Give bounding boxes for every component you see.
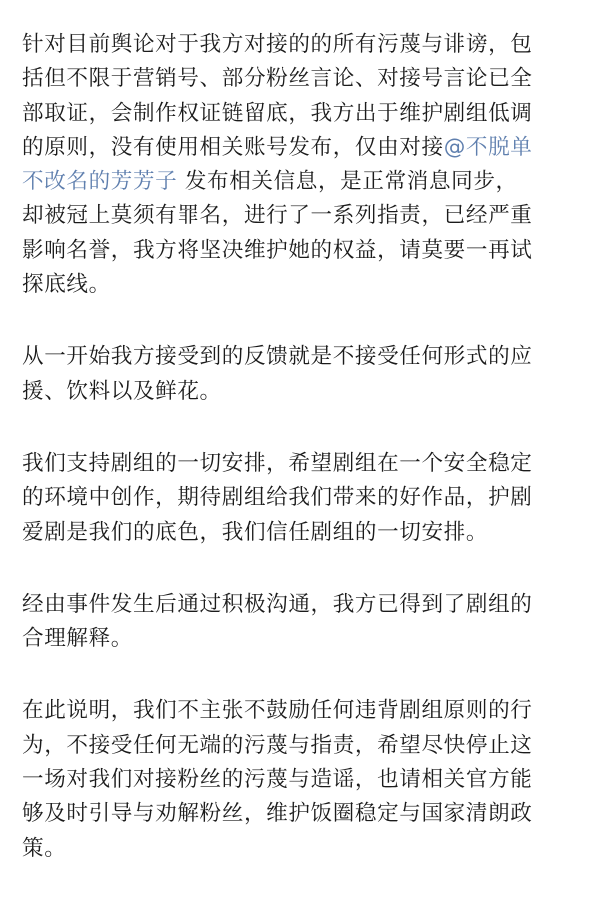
text-line: 爱剧是我们的底色，我们信任剧组的一切安排。	[22, 519, 489, 545]
text-line: 的环境中创作，期待剧组给我们带来的好作品，护剧	[22, 485, 533, 511]
text-line: 我们支持剧组的一切安排，希望剧组在一个安全稳定	[22, 450, 533, 476]
text-line: 在此说明，我们不主张不鼓励任何违背剧组原则的行	[22, 698, 533, 724]
text-line-with-mention	[22, 131, 588, 165]
paragraph-communication	[22, 588, 588, 657]
text-line: 为，不接受任何无端的污蔑与指责，希望尽快停止这	[22, 732, 533, 758]
text-segment: 的原则，没有使用相关账号发布，仅由对接	[22, 134, 444, 160]
paragraph-statement	[22, 28, 588, 302]
text-line: 从一开始我方接受到的反馈就是不接受任何形式的应	[22, 344, 533, 370]
text-line: 一场对我们对接粉丝的污蔑与造谣，也请相关官方能	[22, 767, 533, 793]
text-line: 影响名誉，我方将坚决维护她的权益，请莫要一再试	[22, 237, 533, 263]
text-line: 括但不限于营销号、部分粉丝言论、对接号言论已全	[22, 66, 533, 92]
text-line: 针对目前舆论对于我方对接的的所有污蔑与诽谤，包	[22, 32, 533, 57]
paragraph-feedback	[22, 340, 588, 409]
paragraph-declaration	[22, 694, 588, 865]
text-line-with-mention	[22, 165, 588, 199]
text-line: 部取证，会制作权证链留底，我方出于维护剧组低调	[22, 100, 533, 126]
paragraph-support	[22, 447, 588, 550]
text-segment: 发布相关信息，是正常消息同步，	[177, 169, 518, 195]
post-body	[22, 28, 588, 904]
user-mention-link[interactable]: @不脱单	[443, 134, 533, 160]
text-line: 援、饮料以及鲜花。	[22, 378, 222, 404]
text-line: 却被冠上莫须有罪名，进行了一系列指责，已经严重	[22, 203, 533, 229]
user-mention-link-continued[interactable]: 不改名的芳芳子	[22, 169, 178, 195]
text-line: 经由事件发生后通过积极沟通，我方已得到了剧组的	[22, 591, 533, 617]
text-line: 够及时引导与劝解粉丝，维护饭圈稳定与国家清朗政	[22, 801, 533, 827]
text-line: 策。	[22, 835, 67, 861]
text-line: 合理解释。	[22, 626, 133, 652]
text-line: 探底线。	[22, 272, 111, 298]
